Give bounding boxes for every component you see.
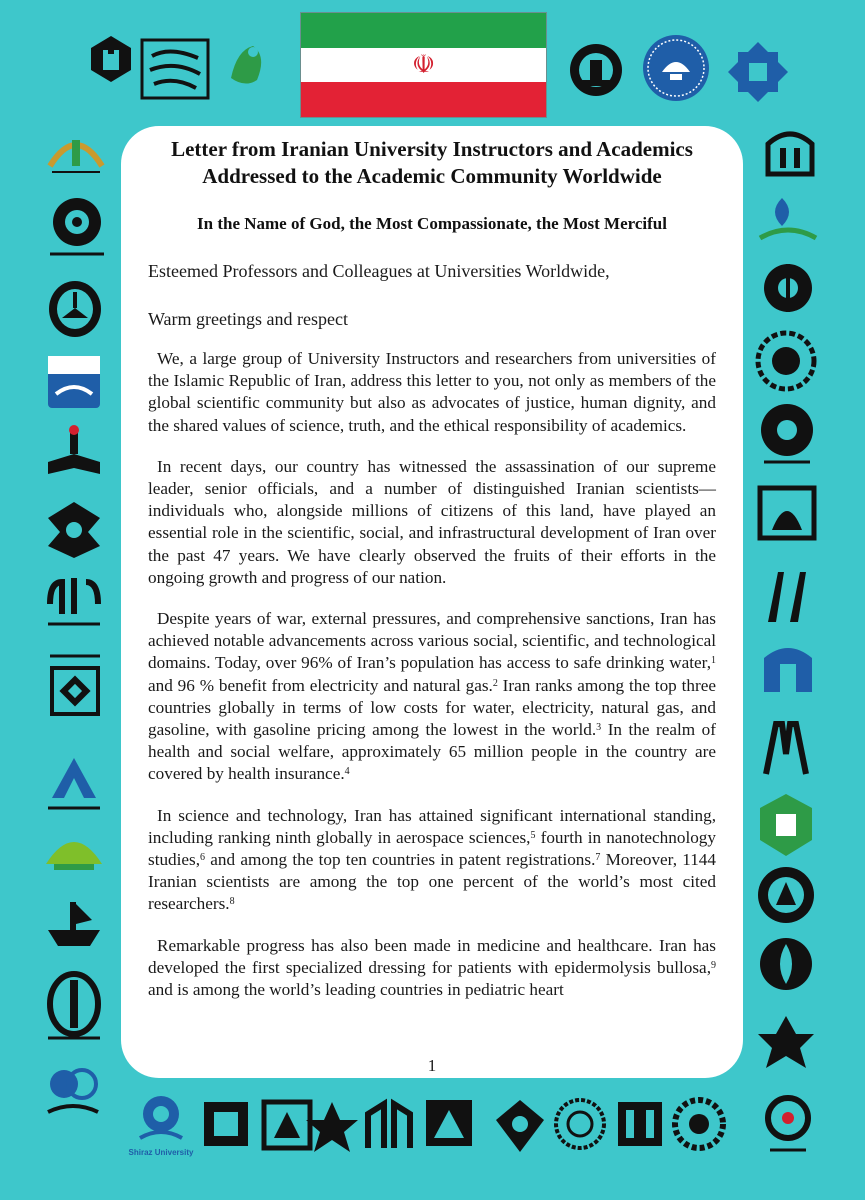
rajaee-university-logo-icon (44, 192, 110, 262)
payame-noor-logo-icon (754, 398, 820, 470)
tabriz-art-university-logo-icon (756, 1090, 820, 1162)
skills-university-logo-icon (42, 350, 106, 414)
isfahan-university-logo-icon (754, 790, 818, 862)
khatam-university-logo-icon (756, 638, 820, 708)
art-university-shiraz-logo-icon (40, 1060, 106, 1130)
round-emblem-logo-icon (40, 970, 108, 1046)
shahed-university-logo-icon (758, 124, 822, 188)
jahrom-university-logo-icon (196, 1096, 256, 1158)
book-emblem-logo-icon (42, 278, 108, 340)
applied-science-logo-icon (754, 562, 820, 634)
footnote-marker[interactable]: 7 (595, 852, 601, 864)
neyshabur-university-logo-icon (756, 714, 818, 784)
flag-emblem-icon: ☫ (411, 49, 436, 79)
letter-body (148, 348, 716, 1020)
paragraph-5 (148, 935, 716, 1002)
blue-knot-logo-icon (722, 36, 794, 108)
buali-sina-logo-icon (610, 1094, 670, 1160)
shiraz-university-label: Shiraz University (128, 1148, 194, 1157)
gear-emblem-logo-icon (565, 40, 627, 100)
paragraph-text: and among the top ten countries in patent registrations. (205, 850, 596, 870)
page-number: 1 (427, 1056, 437, 1075)
hazrat-masoumeh-logo-icon (752, 192, 824, 254)
iran-science-technology-logo-icon (756, 258, 820, 324)
iran-flag (300, 12, 547, 118)
footnote-marker[interactable]: 2 (492, 677, 498, 689)
footnote-marker[interactable]: 6 (200, 852, 206, 864)
tarbiat-modares-logo-icon (42, 120, 110, 180)
tehran-university-logo-icon (640, 32, 712, 104)
paragraph-text: and is among the world’s leading countries in pediatric heart (148, 980, 564, 1000)
ahvaz-university-logo-icon (40, 824, 108, 884)
hormozgan-university-logo-icon (418, 1094, 480, 1160)
footnote-marker[interactable]: 5 (530, 829, 536, 841)
malayer-university-logo-icon (42, 574, 106, 640)
zabol-university-logo-icon (754, 1012, 818, 1088)
hakim-khomeini-logo-icon (42, 648, 108, 738)
paragraph-1: We, a large group of University Instructors and researchers from universities of the Islamic Republic of Iran, address this letter to you, not only as members of the global scientific community but also as advocates of justice, human dignity, and the shared values of science, truth, and the ethical responsibility of academics. (148, 349, 716, 435)
iust-emblem-logo-icon (752, 328, 820, 394)
calligraphy-logo-icon (140, 38, 210, 100)
footnote-marker[interactable]: 8 (229, 896, 235, 908)
paragraph-2: In recent days, our country has witnessed the assassination of our supreme leader, senior officials, and a number of distinguished Iranian scientists—individuals who, alongside millions of citizens of this land, have played an essential role in the scientific, social, and infrastructural development of Iran over the past 47 years. We have clearly observed the fruits of their efforts in the ongoing growth and progress of our nation. (148, 456, 716, 587)
paragraph-text: Iran ranks among the top three countries globally in terms of low costs for water, electricity, natural gas, and gasoline, with gasoline pricing among the lowest in the world. (148, 675, 716, 740)
flag-red-band (301, 82, 546, 117)
agricultural-sciences-logo-icon (754, 934, 818, 1004)
hamedan-university-logo-icon (42, 498, 106, 562)
shiraz-university-logo-icon (126, 1090, 196, 1162)
paragraph-text: Remarkable progress has also been made in medicine and healthcare. Iran has developed the first specialized dressing for patients with epidermolysis bullosa, (148, 935, 716, 977)
maritime-university-logo-icon (490, 1096, 550, 1160)
mofid-university-logo-icon (302, 1098, 362, 1158)
green-calligraphy-logo-icon (216, 36, 278, 96)
paragraph-text: fourth in nanotechnology studies, (148, 827, 716, 870)
hamedan-tech-logo-icon (360, 1098, 418, 1158)
footnote-marker[interactable]: 4 (344, 766, 350, 778)
footnote-marker[interactable]: 3 (596, 722, 602, 734)
paragraph-text: In the realm of health and social welfare, approximately 65 million people in the country are covered by health insurance. (148, 720, 716, 784)
salutation: Esteemed Professors and Colleagues at Universities Worldwide, (148, 261, 610, 281)
open-book-logo-icon (42, 422, 106, 488)
paragraph-text: and 96 % benefit from electricity and natural gas. (148, 675, 493, 695)
paragraph-3 (148, 608, 716, 786)
paragraph-text: Moreover, 1144 Iranian scientists are among the top one percent of the world’s most cited researchers. (148, 850, 716, 914)
flag-green-band (301, 13, 546, 48)
letter-title-line2: Addressed to the Academic Community Worldwide (202, 164, 662, 188)
letter-title (121, 136, 743, 190)
paragraph-text: In science and technology, Iran has attained significant international standing, including ranking ninth globally in aerospace sciences, (148, 805, 716, 847)
ship-logo-icon (42, 890, 106, 960)
letter-title-line1: Letter from Iranian University Instructors and Academics (171, 137, 693, 161)
footnote-marker[interactable]: 1 (711, 655, 716, 667)
paragraph-4 (148, 805, 716, 916)
basmala-heading: In the Name of God, the Most Compassionate, the Most Merciful (197, 214, 667, 233)
gear-ring-logo-icon (670, 1096, 728, 1160)
zanjan-university-logo-icon (754, 482, 820, 552)
paragraph-text: Despite years of war, external pressures, and comprehensive sanctions, Iran has achieved notable advancements across various social, scientific, and technological domains. Today, over 96% of Iran’s population has access to safe drinking water, (148, 609, 716, 673)
arak-industrial-logo-icon (42, 748, 106, 818)
sharif-university-logo-icon (754, 862, 818, 928)
letter-paper (121, 126, 743, 1078)
footnote-marker[interactable]: 9 (711, 959, 716, 971)
flag-white-band (301, 48, 546, 83)
greeting: Warm greetings and respect (148, 309, 348, 329)
university-logo-icon (80, 30, 142, 90)
vali-asr-university-logo-icon (550, 1096, 610, 1160)
